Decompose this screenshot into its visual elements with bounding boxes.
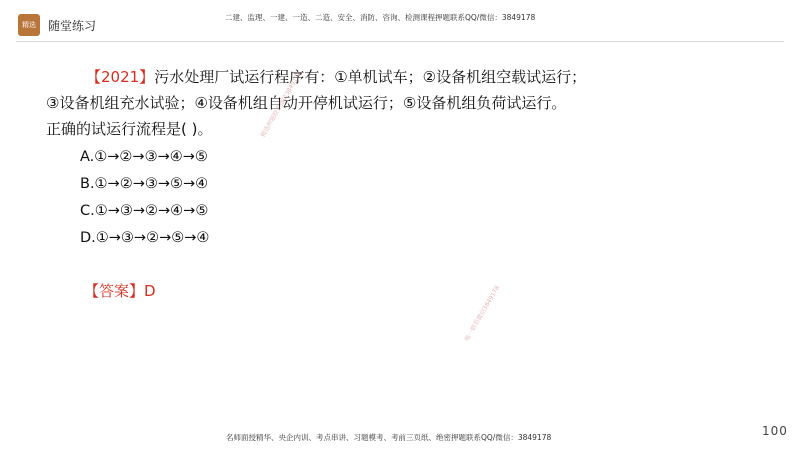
question-line-2: ③设备机组充水试验；④设备机组自动开停机试运行；⑤设备机组负荷试运行。 [46, 94, 567, 112]
year-tag: 【2021】 [86, 68, 155, 86]
answer-line [84, 280, 156, 301]
header-divider [16, 41, 784, 42]
footer-ad-text: 名师面授精华、央企内训、考点串讲、习题模考、考前三页纸、绝密押题联系QQ/微信：3849178 [226, 433, 552, 442]
header-ad-text: 二建、监理、一建、一造、二造、安全、消防、咨询、检测课程押题联系QQ/微信：3849178 [225, 13, 536, 22]
logo: 精选 [18, 14, 40, 36]
option-b: B.①→②→③→⑤→④ [80, 176, 209, 192]
watermark-1: 精选押题联系微信3849178 [259, 70, 304, 139]
section-title: 随堂练习 [48, 19, 97, 33]
options-list [80, 144, 209, 252]
option-d: D.①→③→②→⑤→④ [80, 230, 210, 246]
page-number: 100 [762, 424, 788, 438]
answer-tag: 【答案】 [84, 282, 145, 300]
option-c: C.①→③→②→④→⑤ [80, 203, 209, 219]
question-text-1: 污水处理厂试运行程序有：①单机试车；②设备机组空载试运行； [154, 68, 587, 86]
watermark-2: 唯一联系微信3849178 [463, 284, 502, 343]
option-a: A.①→②→③→④→⑤ [80, 149, 208, 165]
question-line-3: 正确的试运行流程是( )。 [46, 120, 213, 138]
answer-value: D [144, 282, 156, 300]
question-line-1 [46, 64, 646, 90]
question-stem [46, 64, 646, 142]
